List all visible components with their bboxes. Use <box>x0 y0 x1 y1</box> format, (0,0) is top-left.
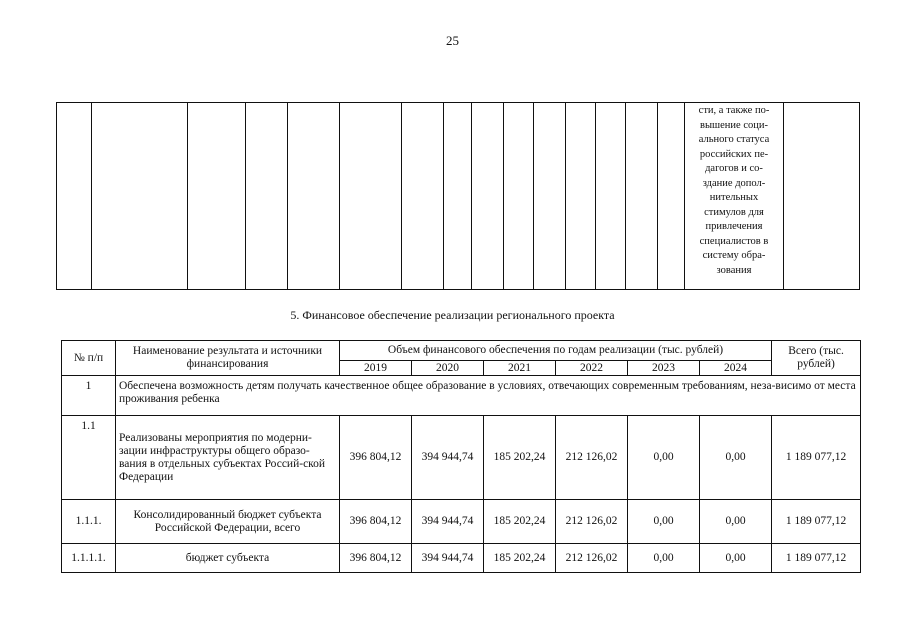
total-cell: 1 189 077,12 <box>772 416 861 500</box>
table-column-line <box>287 103 288 289</box>
table-column-line <box>401 103 402 289</box>
text-line: систему обра- <box>702 250 766 261</box>
row-name: Реализованы мероприятия по модерни-зации инфраструктуры общего образо-вания в отдельных субъектах Россий-ской Федерации <box>116 416 340 500</box>
table-row <box>62 500 861 544</box>
text-line: зования <box>716 264 752 276</box>
text-line: специалистов в <box>699 235 769 247</box>
total-cell: 1 189 077,12 <box>772 544 861 573</box>
text-line: здание допол- <box>702 177 766 189</box>
table-row <box>62 544 861 573</box>
value-cell: 396 804,12 <box>340 416 412 500</box>
row-number: 1.1.1.1. <box>62 544 116 573</box>
header-total: Всего (тыс. рублей) <box>772 341 861 376</box>
text-line: нительных <box>709 192 759 203</box>
total-cell: 1 189 077,12 <box>772 500 861 544</box>
header-year: 2020 <box>412 361 484 376</box>
text-line: ального статуса <box>698 134 770 145</box>
value-cell: 394 944,74 <box>412 416 484 500</box>
text-line: сти, а также по- <box>698 105 770 116</box>
table-column-line <box>565 103 566 289</box>
value-cell: 0,00 <box>628 500 700 544</box>
value-cell: 0,00 <box>700 416 772 500</box>
value-cell: 0,00 <box>700 544 772 573</box>
value-cell: 185 202,24 <box>484 416 556 500</box>
value-cell: 394 944,74 <box>412 544 484 573</box>
header-number: № п/п <box>62 341 116 376</box>
header-year: 2024 <box>700 361 772 376</box>
row-name: бюджет субъекта <box>116 544 340 573</box>
table-column-line <box>684 103 685 289</box>
header-year: 2023 <box>628 361 700 376</box>
table-row <box>62 416 861 500</box>
row-name: Консолидированный бюджет субъекта Российской Федерации, всего <box>116 500 340 544</box>
table-column-line <box>339 103 340 289</box>
value-cell: 394 944,74 <box>412 500 484 544</box>
continued-cell-text <box>686 104 782 278</box>
value-cell: 212 126,02 <box>556 500 628 544</box>
value-cell: 185 202,24 <box>484 544 556 573</box>
value-cell: 0,00 <box>628 416 700 500</box>
value-cell: 396 804,12 <box>340 544 412 573</box>
page-number: 25 <box>446 33 459 48</box>
value-cell: 0,00 <box>700 500 772 544</box>
table-column-line <box>187 103 188 289</box>
table-column-line <box>245 103 246 289</box>
table-column-line <box>443 103 444 289</box>
value-cell: 212 126,02 <box>556 416 628 500</box>
table-column-line <box>471 103 472 289</box>
text-line: привлечения <box>705 221 763 232</box>
text-line: дагогов и со- <box>705 163 763 174</box>
header-name: Наименование результата и источники финансирования <box>116 341 340 376</box>
row-number: 1.1.1. <box>62 500 116 544</box>
table-column-line <box>783 103 784 289</box>
value-cell: 185 202,24 <box>484 500 556 544</box>
table-column-line <box>533 103 534 289</box>
header-year: 2019 <box>340 361 412 376</box>
table-column-line <box>657 103 658 289</box>
table-column-line <box>595 103 596 289</box>
table-column-line <box>503 103 504 289</box>
result-description: Обеспечена возможность детям получать качественное общее образование в условиях, отвечающих современным требованиям, неза-висимо от места проживания ребенка <box>116 376 861 416</box>
text-line: российских пе- <box>699 148 769 160</box>
table-column-line <box>91 103 92 289</box>
value-cell: 212 126,02 <box>556 544 628 573</box>
row-number: 1 <box>62 376 116 416</box>
finance-table <box>61 340 861 573</box>
header-year: 2021 <box>484 361 556 376</box>
header-volume: Объем финансового обеспечения по годам реализации (тыс. рублей) <box>340 341 772 361</box>
text-line: стимулов для <box>704 206 764 218</box>
value-cell: 0,00 <box>628 544 700 573</box>
value-cell: 396 804,12 <box>340 500 412 544</box>
header-year: 2022 <box>556 361 628 376</box>
row-number: 1.1 <box>62 416 116 500</box>
table-column-line <box>625 103 626 289</box>
section-title: 5. Финансовое обеспечение реализации регионального проекта <box>290 308 615 322</box>
text-line: вышение соци- <box>700 119 768 131</box>
